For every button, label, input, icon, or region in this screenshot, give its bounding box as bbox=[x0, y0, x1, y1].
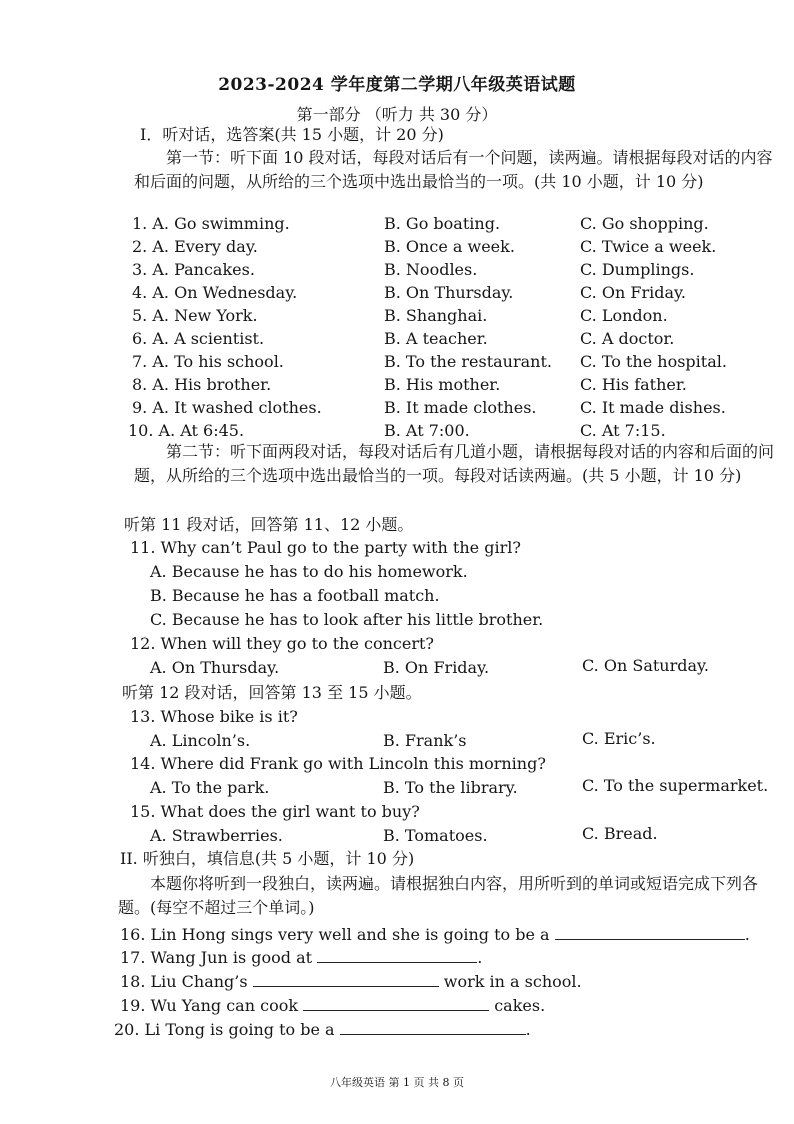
q14-option-c: C. To the supermarket. bbox=[582, 776, 769, 795]
q2-option-a: 2. A. Every day. bbox=[132, 237, 258, 256]
q20-end: . bbox=[525, 1020, 531, 1039]
question-20 bbox=[114, 1019, 531, 1041]
q3-option-c: C. Dumplings. bbox=[580, 260, 695, 279]
q18-end: work in a school. bbox=[443, 972, 582, 991]
q7-option-a: 7. A. To his school. bbox=[132, 352, 284, 371]
q10-option-a: 10. A. At 6:45. bbox=[128, 421, 245, 440]
q6-option-c: C. A doctor. bbox=[580, 329, 675, 348]
q18-answer-blank[interactable] bbox=[253, 972, 439, 987]
q11-option-c: C. Because he has to look after his little brother. bbox=[150, 610, 544, 629]
exam-title: 2023-2024 学年度第二学期八年级英语试题 bbox=[218, 75, 576, 95]
question-17 bbox=[120, 947, 482, 969]
question-12: 12. When will they go to the concert? bbox=[130, 634, 434, 653]
q17-text: 17. Wang Jun is good at bbox=[120, 948, 313, 967]
q16-end: . bbox=[744, 925, 750, 944]
q15-option-c: C. Bread. bbox=[582, 824, 658, 843]
question-13: 13. Whose bike is it? bbox=[130, 707, 298, 726]
q8-option-a: 8. A. His brother. bbox=[132, 375, 272, 394]
dialog11-heading: 听第 11 段对话，回答第 11、12 小题。 bbox=[124, 515, 414, 534]
q5-option-b: B. Shanghai. bbox=[384, 306, 488, 325]
q12-option-a: A. On Thursday. bbox=[150, 658, 280, 677]
q9-option-a: 9. A. It washed clothes. bbox=[132, 398, 322, 417]
q6-option-b: B. A teacher. bbox=[384, 329, 488, 348]
q1-option-c: C. Go shopping. bbox=[580, 214, 709, 233]
part-heading: 第一部分 （听力 共 30 分） bbox=[296, 105, 498, 124]
q6-option-a: 6. A. A scientist. bbox=[132, 329, 265, 348]
section1-heading: I．听对话，选答案(共 15 小题，计 20 分) bbox=[140, 125, 444, 144]
q1-option-a: 1. A. Go swimming. bbox=[132, 214, 290, 233]
dialog12-heading: 听第 12 段对话，回答第 13 至 15 小题。 bbox=[122, 683, 422, 702]
q15-option-a: A. Strawberries. bbox=[150, 826, 283, 845]
q10-option-b: B. At 7:00. bbox=[384, 421, 470, 440]
q19-end: cakes. bbox=[494, 996, 546, 1015]
q4-option-a: 4. A. On Wednesday. bbox=[132, 283, 298, 302]
q20-text: 20. Li Tong is going to be a bbox=[114, 1020, 335, 1039]
question-16 bbox=[120, 924, 750, 946]
q9-option-c: C. It made dishes. bbox=[580, 398, 726, 417]
question-19 bbox=[120, 995, 545, 1017]
q12-option-b: B. On Friday. bbox=[383, 658, 490, 677]
q8-option-c: C. His father. bbox=[580, 375, 687, 394]
q10-option-c: C. At 7:15. bbox=[580, 421, 666, 440]
q1-option-b: B. Go boating. bbox=[384, 214, 501, 233]
q11-option-b: B. Because he has a football match. bbox=[150, 586, 440, 605]
q19-text: 19. Wu Yang can cook bbox=[120, 996, 299, 1015]
q16-text: 16. Lin Hong sings very well and she is going to be a bbox=[120, 925, 550, 944]
question-18 bbox=[120, 971, 582, 993]
q5-option-a: 5. A. New York. bbox=[132, 306, 258, 325]
q18-text: 18. Liu Chang’s bbox=[120, 972, 248, 991]
q8-option-b: B. His mother. bbox=[384, 375, 501, 394]
q4-option-c: C. On Friday. bbox=[580, 283, 686, 302]
q14-option-a: A. To the park. bbox=[150, 778, 270, 797]
sub1-instructions: 第一节：听下面 10 段对话，每段对话后有一个问题，读两遍。请根据每段对话的内容和后面的问题，从所给的三个选项中选出最恰当的一项。(共 10 小题，计 10 分) bbox=[134, 148, 773, 191]
q13-option-c: C. Eric’s. bbox=[582, 729, 656, 748]
q2-option-b: B. Once a week. bbox=[384, 237, 515, 256]
question-15: 15. What does the girl want to buy? bbox=[130, 802, 420, 821]
q14-option-b: B. To the library. bbox=[383, 778, 518, 797]
q5-option-c: C. London. bbox=[580, 306, 668, 325]
q17-end: . bbox=[477, 948, 483, 967]
q3-option-a: 3. A. Pancakes. bbox=[132, 260, 255, 279]
q13-option-b: B. Frank’s bbox=[383, 731, 467, 750]
q12-option-c: C. On Saturday. bbox=[582, 656, 710, 675]
section2-heading: II. 听独白，填信息(共 5 小题，计 10 分) bbox=[120, 849, 415, 868]
q15-option-b: B. Tomatoes. bbox=[383, 826, 488, 845]
sub2-instructions: 第二节：听下面两段对话，每段对话后有几道小题，请根据每段对话的内容和后面的问题，从所给的三个选项中选出最恰当的一项。每段对话读两遍。(共 5 小题，计 10 分) bbox=[134, 442, 775, 485]
question-11: 11. Why can’t Paul go to the party with the girl? bbox=[130, 538, 521, 557]
section2-instructions: 本题你将听到一段独白，读两遍。请根据独白内容，用所听到的单词或短语完成下列各题。(每空不超过三个单词。) bbox=[118, 874, 759, 917]
q19-answer-blank[interactable] bbox=[303, 996, 489, 1011]
q16-answer-blank[interactable] bbox=[555, 925, 745, 940]
q11-option-a: A. Because he has to do his homework. bbox=[150, 562, 468, 581]
q7-option-b: B. To the restaurant. bbox=[384, 352, 552, 371]
page-footer: 八年级英语 第 1 页 共 8 页 bbox=[330, 1076, 464, 1089]
q20-answer-blank[interactable] bbox=[340, 1020, 526, 1035]
q17-answer-blank[interactable] bbox=[317, 948, 477, 963]
q3-option-b: B. Noodles. bbox=[384, 260, 478, 279]
q2-option-c: C. Twice a week. bbox=[580, 237, 717, 256]
q9-option-b: B. It made clothes. bbox=[384, 398, 537, 417]
q7-option-c: C. To the hospital. bbox=[580, 352, 727, 371]
question-14: 14. Where did Frank go with Lincoln this morning? bbox=[130, 754, 546, 773]
q4-option-b: B. On Thursday. bbox=[384, 283, 514, 302]
q13-option-a: A. Lincoln’s. bbox=[150, 731, 251, 750]
